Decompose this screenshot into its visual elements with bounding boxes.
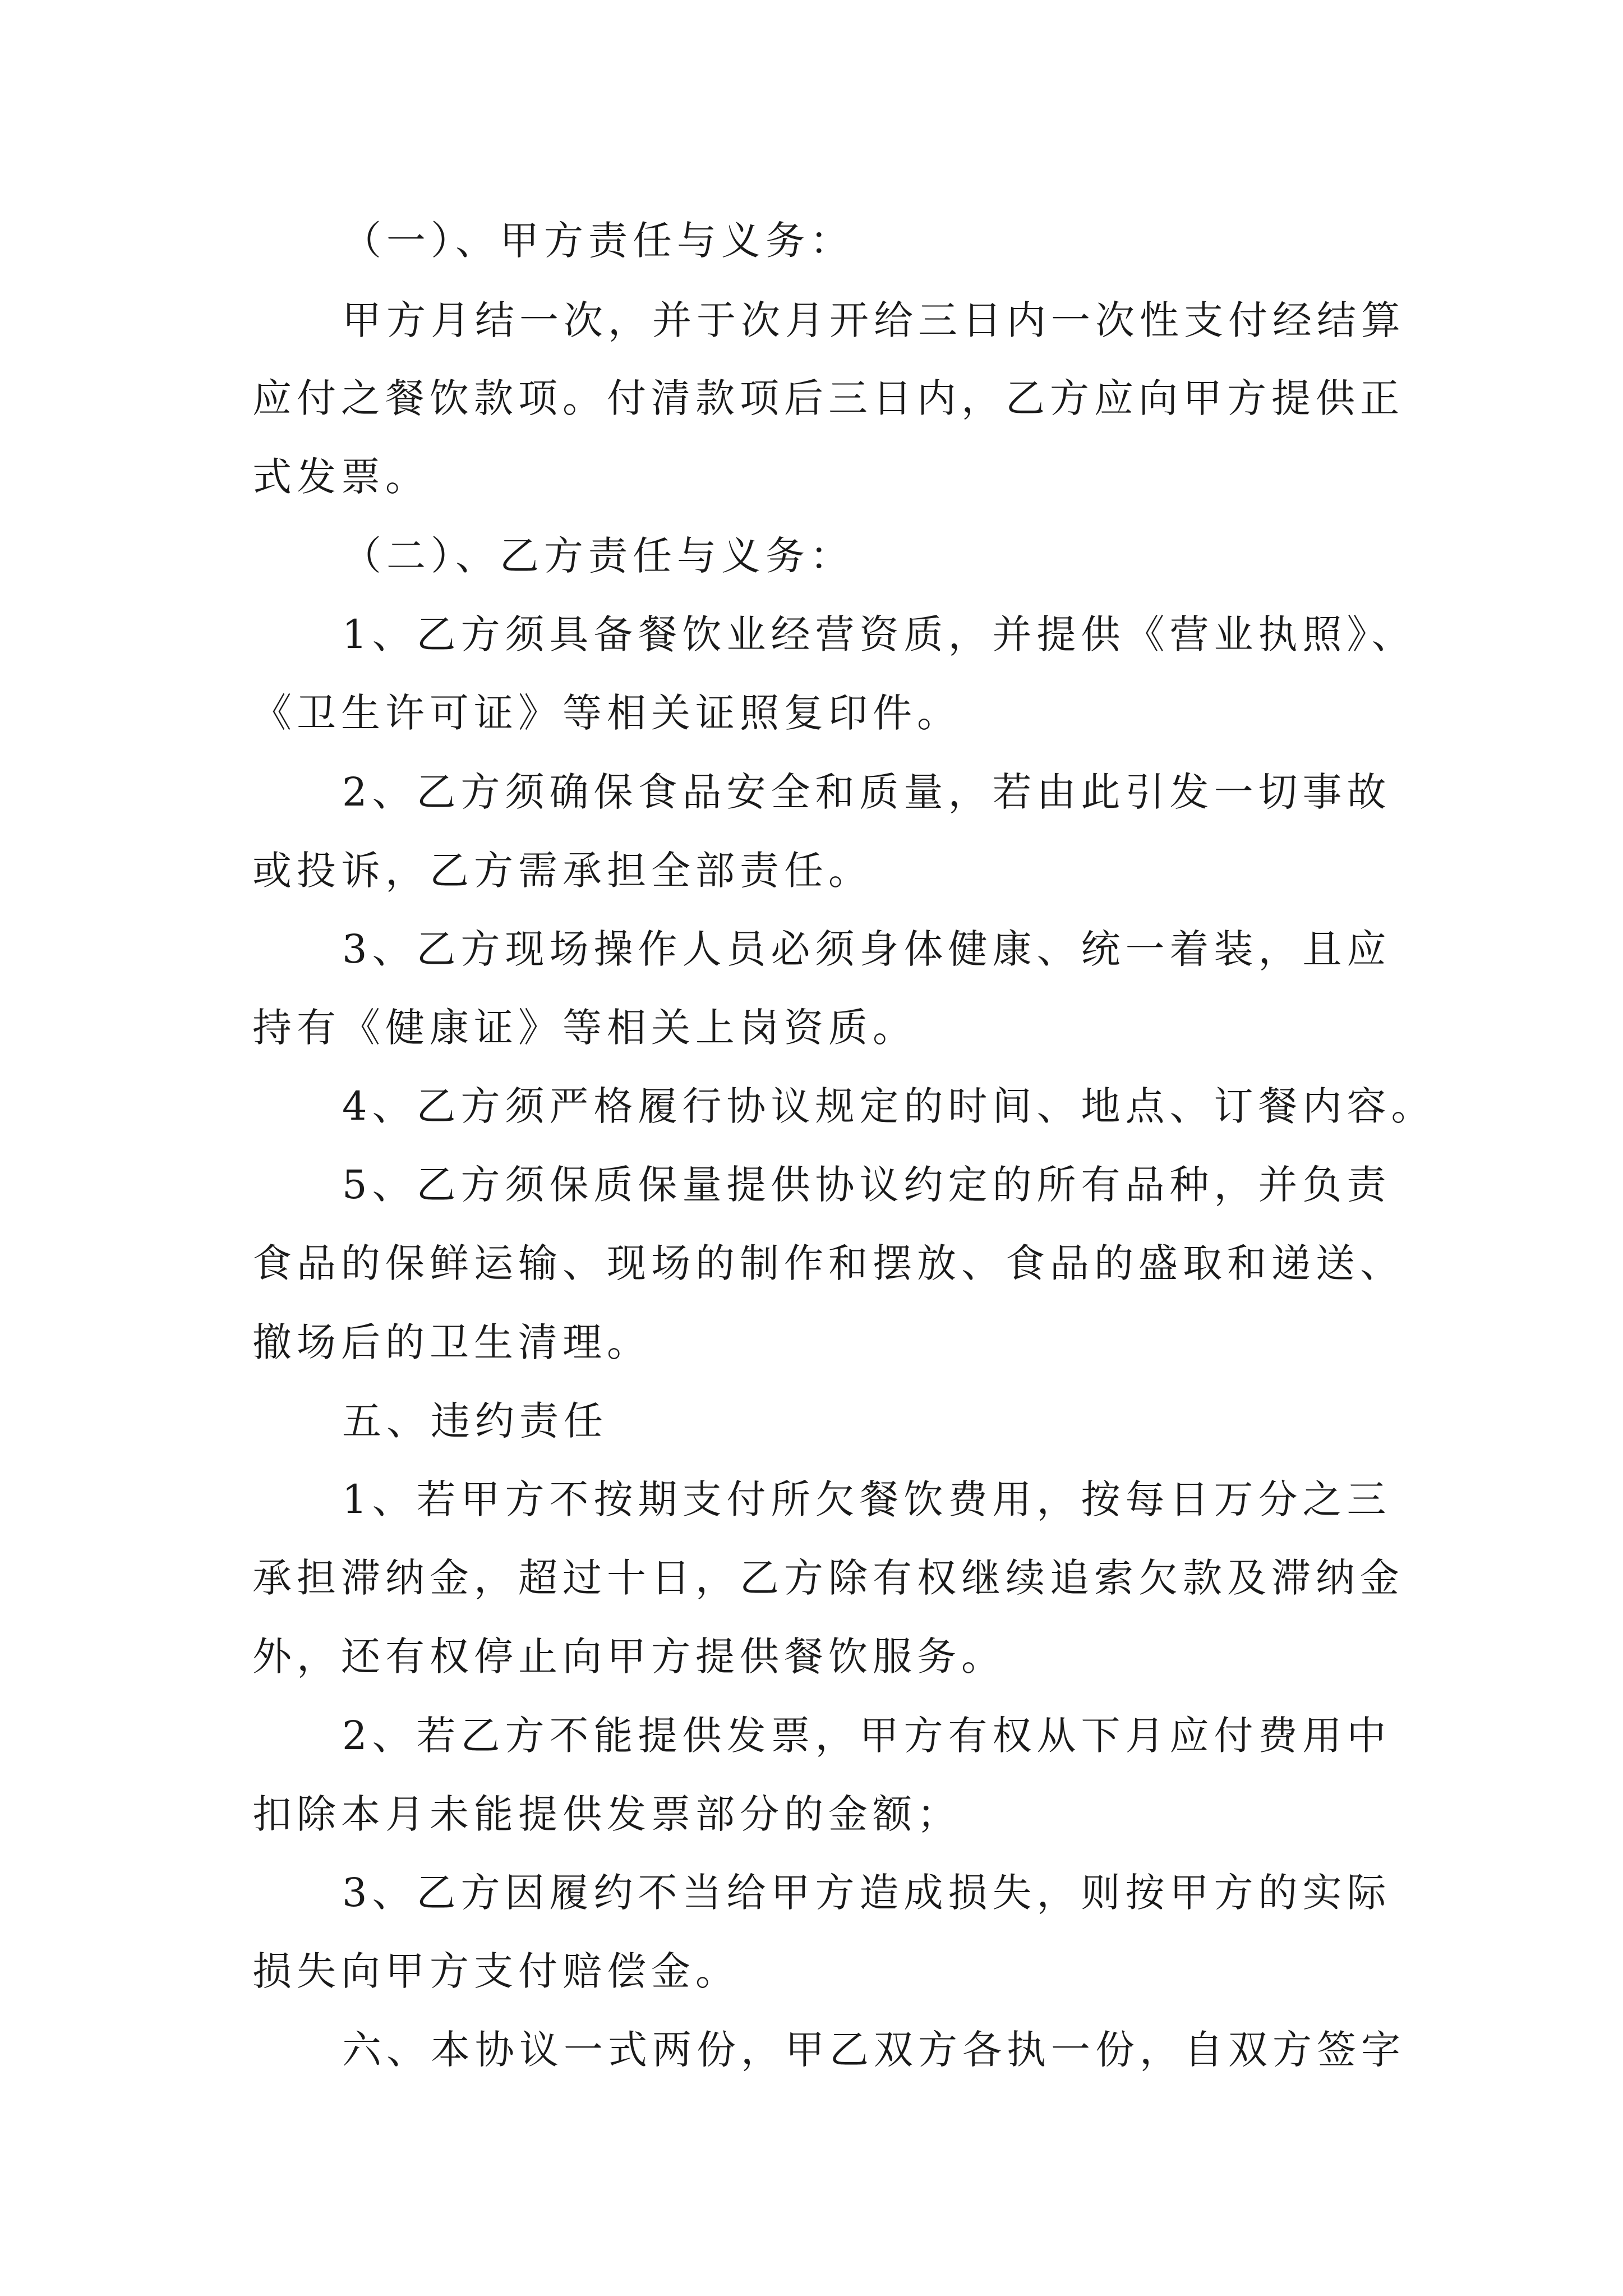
list-item-line: 撤场后的卫生清理。	[252, 1319, 651, 1365]
list-item-line: 承担滞纳金，超过十日，乙方除有权继续追索欠款及滞纳金	[252, 1555, 1404, 1601]
list-item-line: 2、若乙方不能提供发票，甲方有权从下月应付费用中	[342, 1713, 1391, 1759]
list-item-line: 外，还有权停止向甲方提供餐饮服务。	[252, 1634, 1006, 1680]
paragraph-line: 甲方月结一次，并于次月开给三日内一次性支付经结算	[342, 297, 1405, 343]
list-item-line: 1、乙方须具备餐饮业经营资质，并提供《营业执照》、	[342, 611, 1416, 657]
list-item-line: 食品的保鲜运输、现场的制作和摆放、食品的盛取和递送、	[252, 1240, 1404, 1286]
list-item-line: 《卫生许可证》等相关证照复印件。	[252, 690, 961, 736]
paragraph-line: 式发票。	[252, 454, 430, 500]
list-item-line: 或投诉，乙方需承担全部责任。	[252, 848, 873, 894]
list-item-line: 3、乙方现场操作人员必须身体健康、统一着装，且应	[342, 926, 1391, 972]
section-heading-party-a-duties: （一）、甲方责任与义务：	[342, 218, 854, 264]
paragraph-line: 应付之餐饮款项。付清款项后三日内，乙方应向甲方提供正	[252, 375, 1404, 421]
list-item-line: 1、若甲方不按期支付所欠餐饮费用，按每日万分之三	[342, 1476, 1391, 1522]
list-item-line: 4、乙方须严格履行协议规定的时间、地点、订餐内容。	[342, 1083, 1436, 1129]
section-heading-breach-liability: 五、违约责任	[342, 1398, 608, 1444]
list-item-line: 损失向甲方支付赔偿金。	[252, 1948, 740, 1994]
section-heading-party-b-duties: （二）、乙方责任与义务：	[342, 533, 854, 579]
list-item-line: 2、乙方须确保食品安全和质量，若由此引发一切事故	[342, 769, 1391, 815]
section-heading-copies: 六、本协议一式两份，甲乙双方各执一份，自双方签字	[342, 2027, 1405, 2073]
list-item-line: 扣除本月未能提供发票部分的金额；	[252, 1791, 961, 1837]
list-item-line: 3、乙方因履约不当给甲方造成损失，则按甲方的实际	[342, 1870, 1391, 1916]
list-item-line: 5、乙方须保质保量提供协议约定的所有品种，并负责	[342, 1162, 1391, 1208]
list-item-line: 持有《健康证》等相关上岗资质。	[252, 1005, 917, 1051]
